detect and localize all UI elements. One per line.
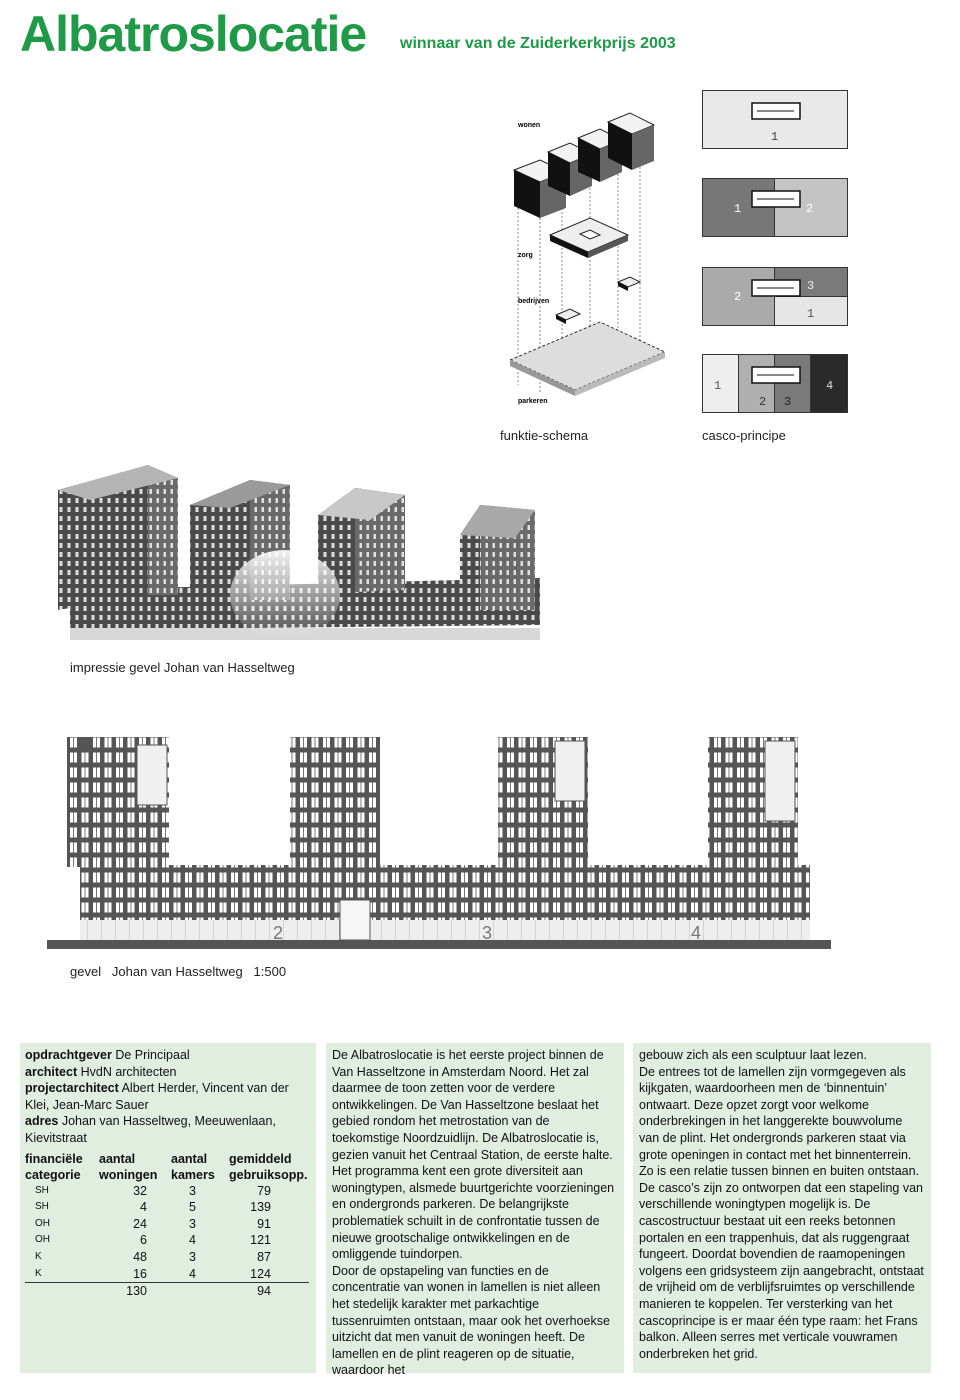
table-cell: OH	[35, 1217, 50, 1229]
function-label: bedrijven	[518, 298, 550, 305]
function-schema-caption: funktie-schema	[500, 428, 589, 443]
casco-panel	[703, 268, 848, 326]
casco-number: 3	[784, 395, 792, 409]
table-cell: 124	[250, 1266, 271, 1281]
elevation-caption: gevel Johan van Hasseltweg 1:500	[70, 964, 287, 979]
table-cell	[25, 1283, 99, 1300]
casco-number: 1	[714, 379, 722, 393]
table-cell: 5	[189, 1200, 196, 1215]
table-cell: K	[35, 1267, 42, 1279]
table-cell: 139	[250, 1200, 271, 1215]
elevation-number: 3	[482, 923, 493, 943]
text-column-1	[326, 1043, 624, 1378]
table-cell: 79	[257, 1183, 271, 1198]
casco-number: 1	[734, 202, 742, 216]
casco-number: 2	[806, 202, 814, 216]
info-value: HvdN architecten	[80, 1064, 177, 1079]
table-header: financiële categorie	[25, 1151, 83, 1182]
table-cell: OH	[35, 1234, 50, 1246]
info-value: Albert Herder, Vincent van der Klei, Jean-Marc Sauer	[25, 1081, 289, 1112]
table-cell: SH	[35, 1201, 49, 1213]
paragraph: De casco’s zijn zo ontworpen dat een stapeling van verschillende woningtypen mogelijk is. De cascostructuur bestaat uit een reeks betonnen portalen en een trappenhuis, dat als ruggengraat fungeert. Doordat bovendien de raamopeningen volgens een gridsysteem zijn aangebracht, ontstaat de vrijheid om de verblijfsruimtes op verschillende manieren te koppelen. Ter versterking van het cascoprincipe is er maar één type raam: het Frans balkon. Alleen serres met verticale vouwramen onderbreken het grid.	[639, 1180, 924, 1361]
info-label: adres	[25, 1114, 59, 1129]
page-title: Albatroslocatie	[20, 6, 367, 62]
elevation-number: 4	[691, 923, 702, 943]
table-header: gemiddeld gebruiksopp.	[229, 1151, 308, 1182]
table-cell: 130	[99, 1283, 171, 1300]
casco-number: 1	[771, 130, 779, 144]
table-row	[25, 1216, 309, 1233]
table-cell	[171, 1283, 229, 1300]
casco-panel	[703, 179, 848, 237]
function-label: wonen	[518, 122, 541, 129]
table-cell: 48	[133, 1249, 147, 1264]
function-schema-diagram	[500, 100, 670, 415]
table-cell: 6	[140, 1233, 147, 1248]
table-cell: 4	[189, 1233, 196, 1248]
table-cell: 4	[189, 1266, 196, 1281]
table-cell: 3	[189, 1249, 196, 1264]
function-label: parkeren	[518, 398, 548, 405]
paragraph: De Albatroslocatie is het eerste project binnen de Van Hasseltzone in Amsterdam Noord. Het zal daarmee de toon zetten voor de verdere ontwikkelingen. De Van Hasseltzone beslaat het gebied rondom het metrostation van de toekomstige Noordzuidlijn. De Albatroslocatie is, gezien vanuit het Centraal Station, de eerste halte.	[332, 1048, 613, 1162]
casco-number: 2	[734, 290, 742, 304]
casco-number: 1	[807, 307, 815, 321]
project-info-panel	[20, 1043, 316, 1373]
info-label: opdrachtgever	[25, 1048, 112, 1062]
info-value: De Principaal	[115, 1048, 190, 1062]
table-cell: 91	[257, 1216, 271, 1231]
table-cell: SH	[35, 1184, 49, 1196]
table-row	[25, 1266, 309, 1283]
text-column-2	[633, 1043, 931, 1373]
casco-number: 4	[826, 379, 834, 393]
info-label: projectarchitect	[25, 1081, 119, 1096]
paragraph: Door de opstapeling van functies en de concentratie van wonen in lamellen is niet alleen het stedelijk karakter met parkachtige tussenruimten ontstaan, maar ook het overhoekse uitzicht dat men vanuit de woningen heeft. De lamellen en de plint reageren op de situatie, waardoor het	[332, 1263, 610, 1378]
info-architect	[25, 1064, 311, 1081]
info-adres	[25, 1113, 311, 1146]
table-cell: 4	[140, 1200, 147, 1215]
casco-panel	[703, 91, 848, 149]
table-cell: 32	[133, 1183, 147, 1198]
elevation-drawing	[45, 735, 835, 957]
casco-diagram	[702, 90, 848, 413]
casco-panel	[703, 355, 848, 413]
paragraph: Het programma kent een grote diversiteit aan woningtypen, alsmede buurtgerichte voorzieningen en ondergronds parkeren. De belangrijkste problematiek schuilt in de confrontatie tussen de nieuwe grootschalige ontwikkelingen en de omliggende tuindorpen.	[332, 1164, 615, 1262]
function-label: zorg	[518, 252, 533, 259]
paragraph: De entrees tot de lamellen zijn vormgegeven als kijkgaten, waardoorheen men de ‘binnentuin’ ontwaart. Deze opzet zorgt voor welkome onderbrekingen in het langgerekte bouwvolume van de plint. Het ondergronds parkeren staat via grote openingen in contact met het binnenterrein. Zo is een relatie tussen binnen en buiten ontstaan.	[639, 1064, 920, 1179]
table-cell: 16	[133, 1266, 147, 1281]
table-header-row	[25, 1151, 309, 1183]
casco-caption: casco-principe	[702, 428, 786, 443]
table-cell: 121	[250, 1233, 271, 1248]
table-row	[25, 1199, 309, 1216]
parkeren-volume	[510, 322, 665, 396]
info-label: architect	[25, 1064, 78, 1079]
info-value: Johan van Hasseltweg, Meeuwenlaan, Kievitstraat	[25, 1114, 276, 1145]
casco-number: 2	[759, 395, 767, 409]
page-subtitle: winnaar van de Zuiderkerkprijs 2003	[400, 35, 676, 52]
casco-number: 3	[807, 279, 815, 293]
impression-image	[50, 460, 550, 660]
table-cell: 24	[133, 1216, 147, 1231]
table-header: aantal woningen	[99, 1151, 158, 1182]
table-row	[25, 1232, 309, 1249]
table-row	[25, 1249, 309, 1266]
info-projectarchitect	[25, 1080, 311, 1113]
table-cell: 87	[257, 1249, 271, 1264]
table-cell: 94	[229, 1283, 309, 1300]
table-cell: 3	[189, 1183, 196, 1198]
table-header: aantal kamers	[171, 1151, 215, 1182]
info-opdrachtgever	[25, 1047, 311, 1064]
housing-table	[25, 1151, 309, 1300]
paragraph: gebouw zich als een sculptuur laat lezen.	[639, 1048, 867, 1062]
table-cell: K	[35, 1250, 42, 1262]
table-total-row	[25, 1283, 309, 1300]
elevation-number: 2	[273, 923, 284, 943]
impression-caption: impressie gevel Johan van Hasseltweg	[70, 660, 295, 675]
table-cell: 3	[189, 1216, 196, 1231]
table-row	[25, 1183, 309, 1200]
